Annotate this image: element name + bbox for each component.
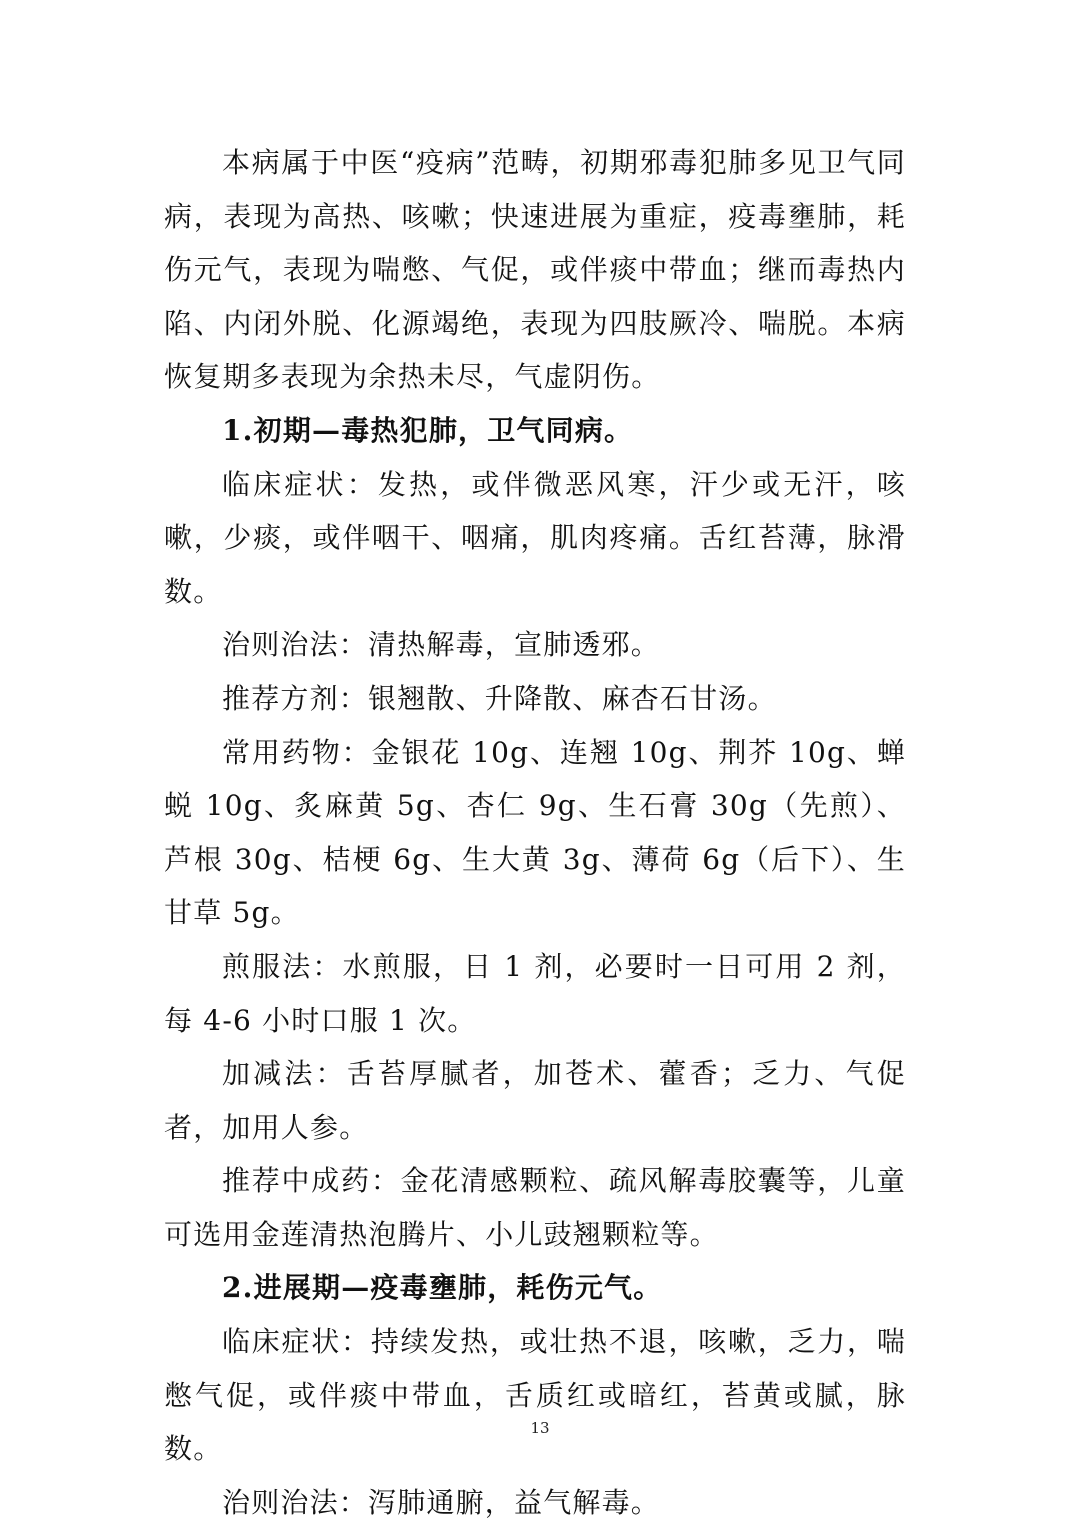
document-body (164, 136, 906, 1529)
stage1-heading: 1.初期—毒热犯肺，卫气同病。 (222, 413, 634, 447)
intro-paragraph: 本病属于中医“疫病”范畴，初期邪毒犯肺多见卫气同病，表现为高热、咳嗽；快速进展为重症，疫毒壅肺，耗伤元气，表现为喘憋、气促，或伴痰中带血；继而毒热内陷、内闭外脱、化源竭绝，表现为四肢厥冷、喘脱。本病恢复期多表现为余热未尽，气虚阴伤。 (164, 146, 906, 394)
stage2-heading: 2.进展期—疫毒壅肺，耗伤元气。 (222, 1271, 663, 1305)
stage1-herbs: 常用药物：金银花 10g、连翘 10g、荆芥 10g、蝉蜕 10g、炙麻黄 5g、杏仁 9g、生石膏 30g（先煎）、芦根 30g、桔梗 6g、生大黄 3g、薄荷 6g（后下）、生甘草 5g。 (164, 735, 906, 930)
stage2-symptoms: 临床症状：持续发热，或壮热不退，咳嗽，乏力，喘憋气促，或伴痰中带血，舌质红或暗红，苔黄或腻，脉数。 (164, 1325, 906, 1466)
stage1-symptoms: 临床症状：发热，或伴微恶风寒，汗少或无汗，咳嗽，少痰，或伴咽干、咽痛，肌肉疼痛。舌红苔薄，脉滑数。 (164, 467, 906, 608)
stage1-decoction: 煎服法：水煎服，日 1 剂，必要时一日可用 2 剂，每 4-6 小时口服 1 次。 (164, 949, 906, 1037)
stage1-prescription: 推荐方剂：银翘散、升降散、麻杏石甘汤。 (222, 681, 777, 715)
stage2-treatment: 治则治法：泻肺通腑，益气解毒。 (222, 1485, 661, 1519)
page-number: 13 (530, 1419, 550, 1437)
stage1-patent-medicine: 推荐中成药：金花清感颗粒、疏风解毒胶囊等，儿童可选用金莲清热泡腾片、小儿豉翘颗粒等。 (164, 1164, 906, 1251)
stage1-modification: 加减法：舌苔厚腻者，加苍术、藿香；乏力、气促者，加用人参。 (164, 1057, 906, 1144)
stage1-treatment: 治则治法：清热解毒，宣肺透邪。 (222, 628, 661, 662)
